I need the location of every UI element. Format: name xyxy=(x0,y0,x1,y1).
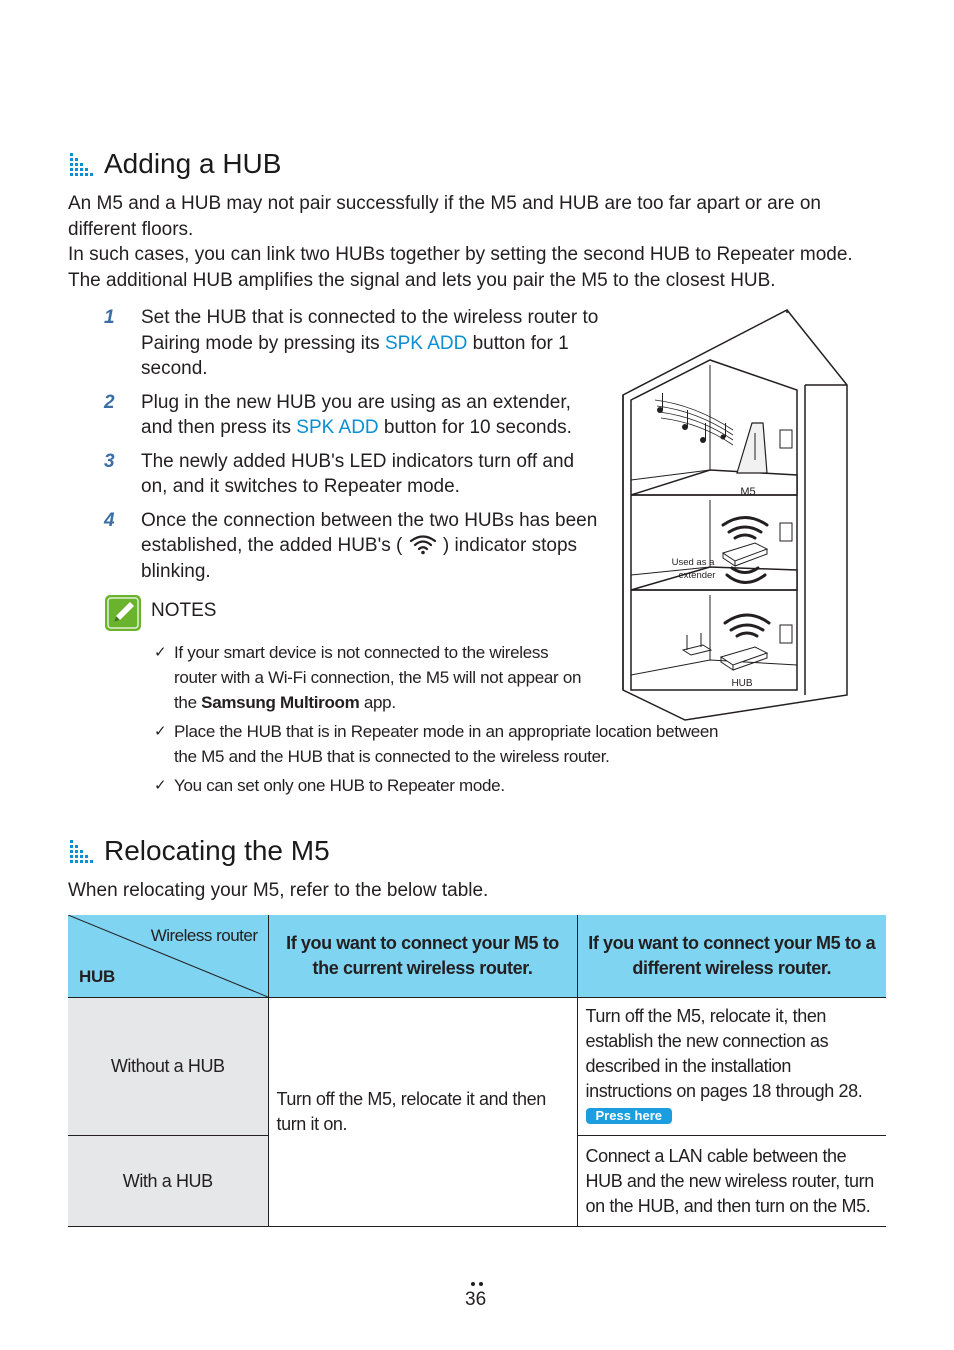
section-title-adding-hub: Adding a HUB xyxy=(104,148,282,179)
step-item xyxy=(104,449,609,500)
intro-paragraph-2: In such cases, you can link two HUBs together by setting the second HUB to Repeater mode. The additional HUB amplifies the signal and lets you pair the M5 to the closest HUB. xyxy=(68,244,853,291)
press-here-button[interactable]: Press here xyxy=(586,1108,673,1124)
step-number: 2 xyxy=(104,391,115,413)
cell-relocate-turn-on: Turn off the M5, relocate it and then turn it on. xyxy=(268,998,577,1227)
intro-paragraph-1: An M5 and a HUB may not pair successfully if the M5 and HUB are too far apart or are on different floors. xyxy=(68,193,821,240)
step-text-part: Once the connection between the two HUBs has been established, the added HUB's ( xyxy=(141,509,598,556)
section-title-relocating: Relocating the M5 xyxy=(104,835,330,866)
spk-add-button-label: SPK ADD xyxy=(296,417,379,438)
step-text-part: Plug in the new HUB you are using as an extender, and then press its xyxy=(141,391,571,438)
note-text xyxy=(174,640,594,715)
row-label-with-hub: With a HUB xyxy=(68,1136,268,1227)
table-row xyxy=(68,998,886,1136)
column-header-different-router: If you want to connect your M5 to a different wireless router. xyxy=(577,915,886,998)
row-label-without-hub: Without a HUB xyxy=(68,998,268,1136)
step-number: 1 xyxy=(104,307,115,328)
step-number: 3 xyxy=(104,450,115,472)
spk-add-button-label: SPK ADD xyxy=(384,332,468,354)
step-text xyxy=(141,508,609,585)
step-text-part: button for 10 seconds. xyxy=(378,417,572,438)
label-extender-line1: Used as a xyxy=(671,557,715,568)
step-item xyxy=(104,305,609,382)
note-text-part: If your smart device is not connected to the wireless router with a Wi-Fi connection, the M5 will not appear on the xyxy=(174,643,582,712)
steps-list xyxy=(104,305,609,592)
note-item xyxy=(154,719,729,769)
page-number: 36 xyxy=(465,1289,487,1310)
note-text: Place the HUB that is in Repeater mode in an appropriate location between the M5 and the HUB that is connected to the wireless router. xyxy=(174,722,719,766)
app-name: Samsung Multiroom xyxy=(201,693,360,712)
note-text-part: app. xyxy=(359,693,396,712)
notes-label: NOTES xyxy=(151,600,217,621)
relocate-intro: When relocating your M5, refer to the below table. xyxy=(68,880,489,901)
column-header-current-router: If you want to connect your M5 to the current wireless router. xyxy=(268,915,577,998)
note-item xyxy=(154,773,714,798)
step-text: The newly added HUB's LED indicators turn off and on, and it switches to Repeater mode. xyxy=(141,450,575,497)
table-corner-cell xyxy=(68,915,268,998)
wifi-icon xyxy=(408,533,438,555)
checkmark-icon: ✓ xyxy=(154,643,167,661)
corner-label-wireless-router: Wireless router xyxy=(150,926,258,945)
page-dots-icon xyxy=(467,1280,487,1288)
cell-new-connection xyxy=(577,998,886,1136)
step-text-part: button for 1 second. xyxy=(141,332,569,379)
notes-pencil-icon xyxy=(104,594,142,632)
label-m5: M5 xyxy=(740,486,756,498)
cell-new-connection-text: Turn off the M5, relocate it, then establish the new connection as described in the installation instructions on pages 18 through 28. xyxy=(585,1006,863,1101)
label-extender-line2: extender xyxy=(678,570,716,581)
section-bullet-icon xyxy=(68,838,94,864)
step-text xyxy=(141,390,603,441)
table-header-row xyxy=(68,915,886,998)
step-text-part: ) indicator stops blinking. xyxy=(141,535,578,582)
step-item xyxy=(104,508,609,585)
checkmark-icon: ✓ xyxy=(154,776,167,794)
corner-label-hub: HUB xyxy=(79,967,115,986)
label-hub: HUB xyxy=(731,678,753,689)
checkmark-icon: ✓ xyxy=(154,722,167,740)
intro-text xyxy=(68,191,883,293)
cell-lan-cable: Connect a LAN cable between the HUB and the new wireless router, turn on the HUB, and then turn on the M5. xyxy=(577,1136,886,1227)
relocation-table xyxy=(68,915,886,1227)
step-text-part: Set the HUB that is connected to the wireless router to Pairing mode by pressing its xyxy=(141,307,599,354)
house-illustration xyxy=(615,305,855,725)
note-text: You can set only one HUB to Repeater mode. xyxy=(174,776,505,795)
step-number: 4 xyxy=(104,509,115,531)
step-item xyxy=(104,390,609,441)
section-bullet-icon xyxy=(68,151,94,177)
note-item xyxy=(154,640,594,715)
step-text xyxy=(141,305,603,382)
